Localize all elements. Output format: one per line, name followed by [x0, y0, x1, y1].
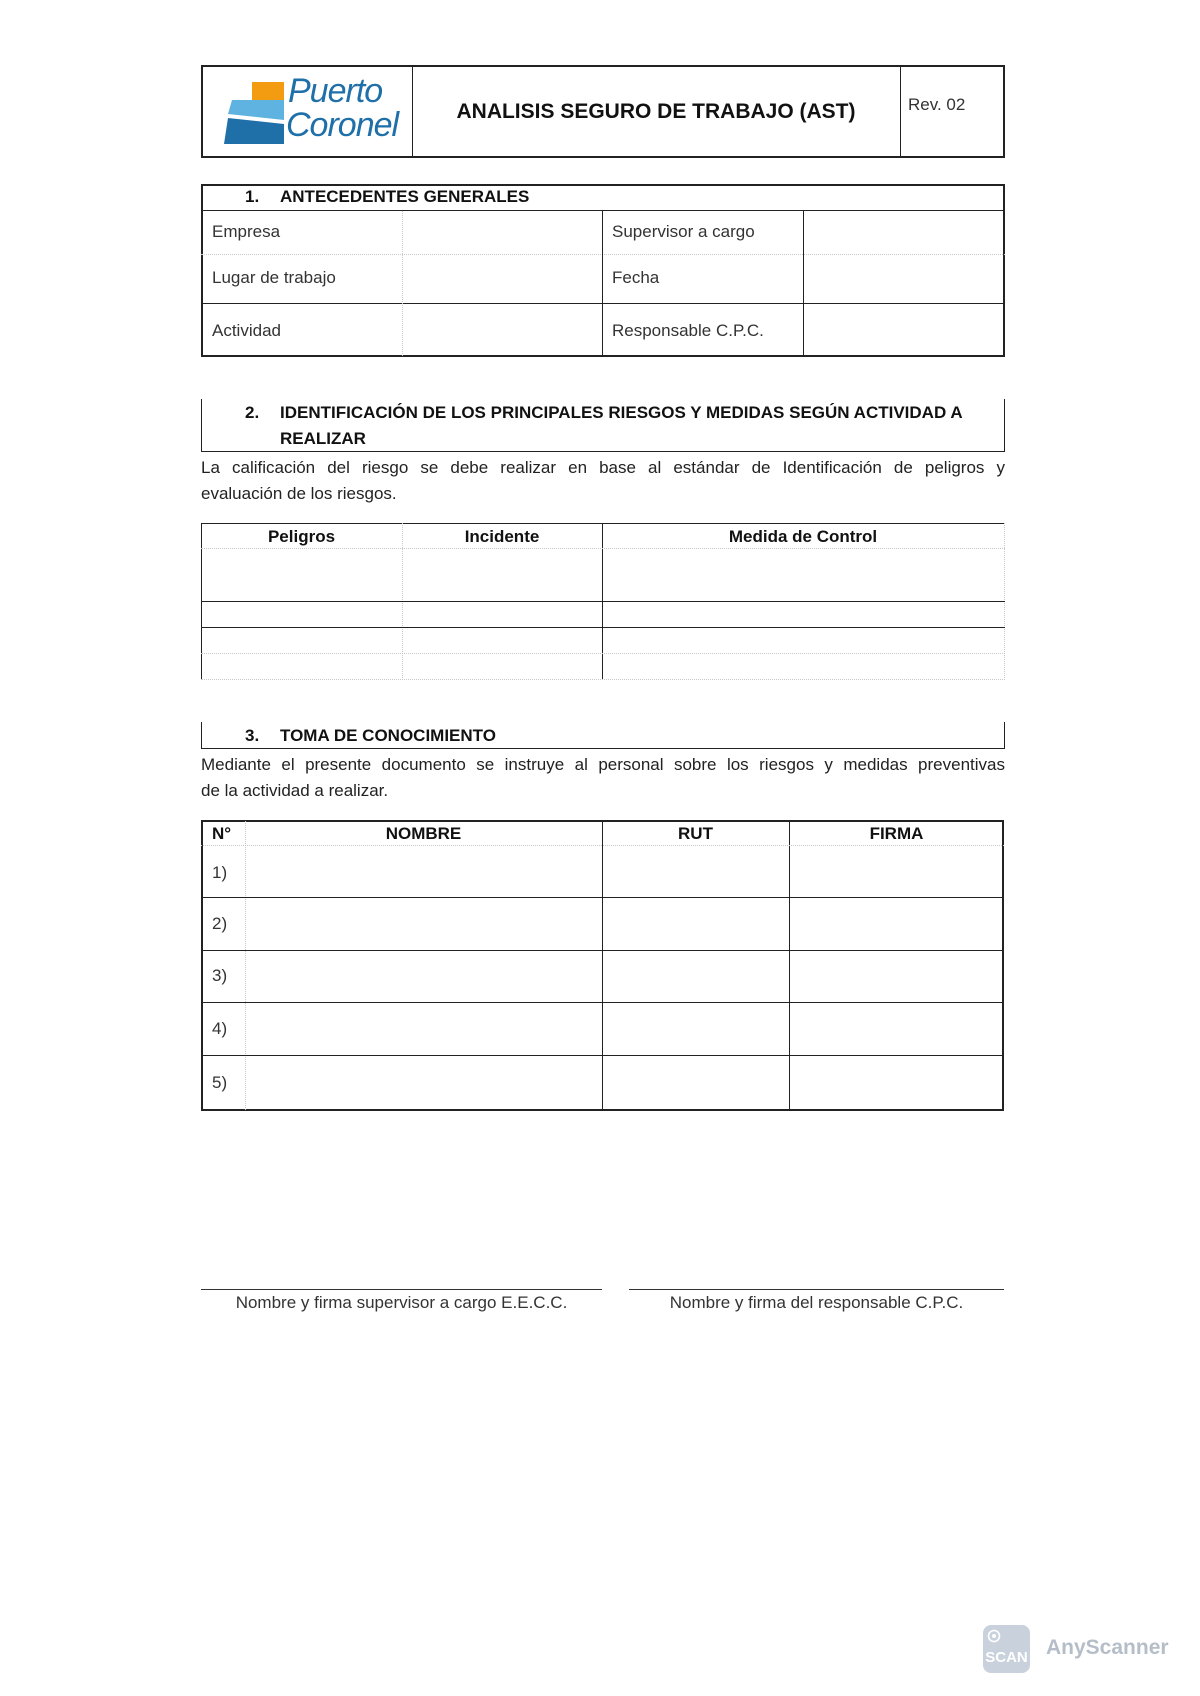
row-number-5: 5): [212, 1073, 228, 1092]
scanner-badge-text: SCAN: [985, 1649, 1028, 1666]
section2-note-line2: evaluación de los riesgos.: [201, 484, 397, 503]
section3-heading: TOMA DE CONOCIMIENTO: [280, 726, 496, 745]
section2-heading-line2: REALIZAR: [280, 429, 366, 448]
section2-number: 2.: [245, 403, 260, 422]
col-nombre: NOMBRE: [385, 824, 462, 843]
section2-heading-line1: IDENTIFICACIÓN DE LOS PRINCIPALES RIESGOS Y MEDIDAS SEGÚN ACTIVIDAD A: [280, 403, 963, 422]
supervisor-label: Supervisor a cargo: [612, 222, 755, 241]
logo-mark-icon: [224, 78, 284, 146]
signature-line-responsable: [629, 1289, 1004, 1290]
empresa-label: Empresa: [212, 222, 281, 241]
signature-responsable-label: Nombre y firma del responsable C.P.C.: [669, 1293, 964, 1312]
logo-text-line2: Coronel: [286, 106, 399, 144]
signature-line-supervisor: [201, 1289, 602, 1290]
col-medida-control: Medida de Control: [728, 527, 878, 546]
section1-number: 1.: [245, 187, 260, 206]
col-incidente: Incidente: [464, 527, 540, 546]
logo-text-line1: Puerto: [288, 72, 383, 110]
section3-note-line2: de la actividad a realizar.: [201, 781, 389, 800]
actividad-label: Actividad: [212, 321, 281, 340]
section2-note-line1: La calificación del riesgo se debe realizar en base al estándar de Identificación de peligros y: [201, 458, 1005, 477]
section3-number: 3.: [245, 726, 260, 745]
scanner-badge: [983, 1625, 1030, 1673]
section3-note-line1: Mediante el presente documento se instruye al personal sobre los riesgos y medidas preventivas: [201, 755, 1005, 774]
responsable-label: Responsable C.P.C.: [612, 321, 764, 340]
company-logo: [224, 72, 399, 148]
signature-supervisor-label: Nombre y firma supervisor a cargo E.E.C.C.: [235, 1293, 568, 1312]
scan-target-icon: [987, 1629, 1001, 1643]
col-numero: N°: [212, 824, 232, 843]
col-firma: FIRMA: [869, 824, 924, 843]
section1-heading: ANTECEDENTES GENERALES: [280, 187, 530, 206]
col-peligros: Peligros: [267, 527, 336, 546]
row-number-1: 1): [212, 863, 228, 882]
row-number-3: 3): [212, 966, 228, 985]
revision-label: Rev. 02: [908, 95, 966, 114]
document-title: ANALISIS SEGURO DE TRABAJO (AST): [456, 100, 856, 123]
row-number-4: 4): [212, 1019, 228, 1038]
lugar-label: Lugar de trabajo: [212, 268, 336, 287]
fecha-label: Fecha: [612, 268, 660, 287]
col-rut: RUT: [678, 824, 713, 843]
scanner-brand: AnyScanner: [1046, 1636, 1169, 1659]
row-number-2: 2): [212, 914, 228, 933]
